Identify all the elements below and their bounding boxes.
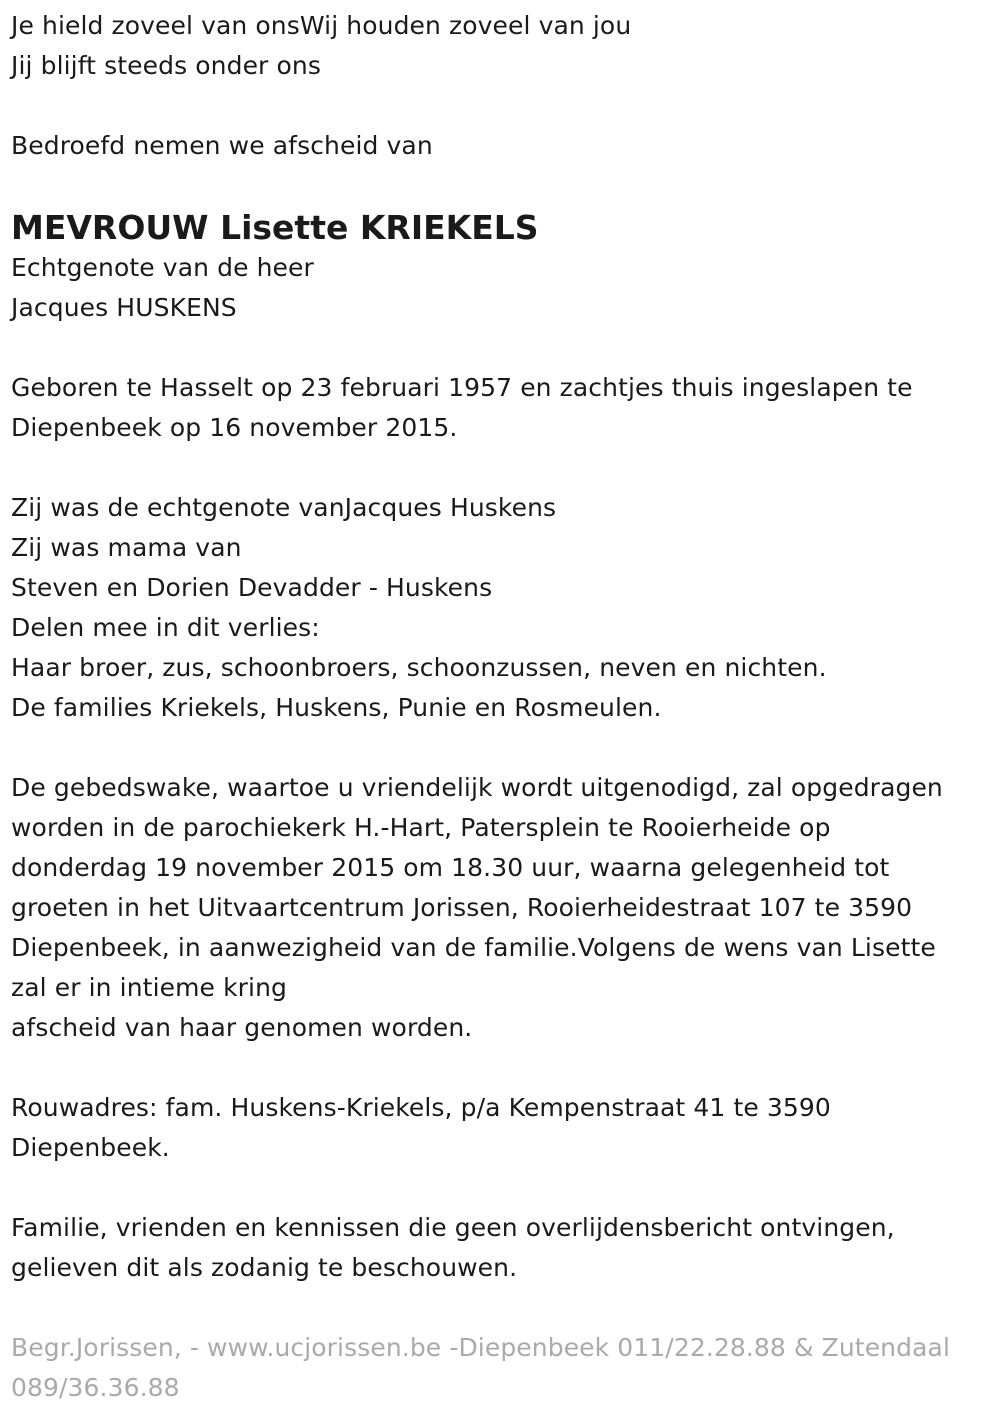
intro-verse-line-1: Je hield zoveel van onsWij houden zoveel van jou (11, 11, 632, 40)
address-section (11, 1088, 990, 1168)
spacer (11, 728, 990, 768)
address-line-1: Rouwadres: fam. Huskens-Kriekels, p/a Kempenstraat 41 te 3590 (11, 1093, 831, 1122)
family-line-3: Steven en Dorien Devadder - Huskens (11, 573, 493, 602)
family-line-1: Zij was de echtgenote vanJacques Huskens (11, 493, 557, 522)
ceremony-line-7: afscheid van haar genomen worden. (11, 1013, 473, 1042)
spacer (11, 1168, 990, 1208)
ceremony-line-3: donderdag 19 november 2015 om 18.30 uur, waarna gelegenheid tot (11, 853, 890, 882)
family-section (11, 488, 990, 728)
spouse-line-1: Echtgenote van de heer (11, 253, 314, 282)
spacer (11, 448, 990, 488)
spacer (11, 328, 990, 368)
ceremony-line-6: zal er in intieme kring (11, 973, 287, 1002)
spacer (11, 1288, 990, 1328)
ceremony-line-2: worden in de parochiekerk H.-Hart, Patersplein te Rooierheide op (11, 813, 831, 842)
notice-section (11, 1208, 990, 1288)
footer-line-2: 089/36.36.88 (11, 1373, 180, 1402)
address-line-2: Diepenbeek. (11, 1133, 170, 1162)
farewell-intro: Bedroefd nemen we afscheid van (11, 131, 433, 160)
birth-line-1: Geboren te Hasselt op 23 februari 1957 en zachtjes thuis ingeslapen te (11, 373, 913, 402)
ceremony-line-5: Diepenbeek, in aanwezigheid van de familie.Volgens de wens van Lisette (11, 933, 936, 962)
intro-section (11, 6, 990, 166)
family-line-4: Delen mee in dit verlies: (11, 613, 320, 642)
ceremony-line-1: De gebedswake, waartoe u vriendelijk wordt uitgenodigd, zal opgedragen (11, 773, 943, 802)
family-line-5: Haar broer, zus, schoonbroers, schoonzussen, neven en nichten. (11, 653, 827, 682)
funeral-home-footer (11, 1328, 990, 1408)
family-line-2: Zij was mama van (11, 533, 242, 562)
notice-line-2: gelieven dit als zodanig te beschouwen. (11, 1253, 518, 1282)
notice-line-1: Familie, vrienden en kennissen die geen overlijdensbericht ontvingen, (11, 1213, 895, 1242)
ceremony-line-4: groeten in het Uitvaartcentrum Jorissen, Rooierheidestraat 107 te 3590 (11, 893, 913, 922)
spouse-line-2: Jacques HUSKENS (11, 293, 237, 322)
ceremony-section (11, 768, 990, 1048)
deceased-section (11, 206, 990, 328)
family-line-6: De families Kriekels, Huskens, Punie en Rosmeulen. (11, 693, 662, 722)
birth-section (11, 368, 990, 448)
intro-verse-line-2: Jij blijft steeds onder ons (11, 51, 321, 80)
deceased-name: MEVROUW Lisette KRIEKELS (11, 208, 539, 247)
spacer (11, 86, 990, 126)
spacer (11, 166, 990, 206)
birth-line-2: Diepenbeek op 16 november 2015. (11, 413, 458, 442)
footer-line-1: Begr.Jorissen, - www.ucjorissen.be -Diepenbeek 011/22.28.88 & Zutendaal (11, 1333, 950, 1362)
spacer (11, 1048, 990, 1088)
